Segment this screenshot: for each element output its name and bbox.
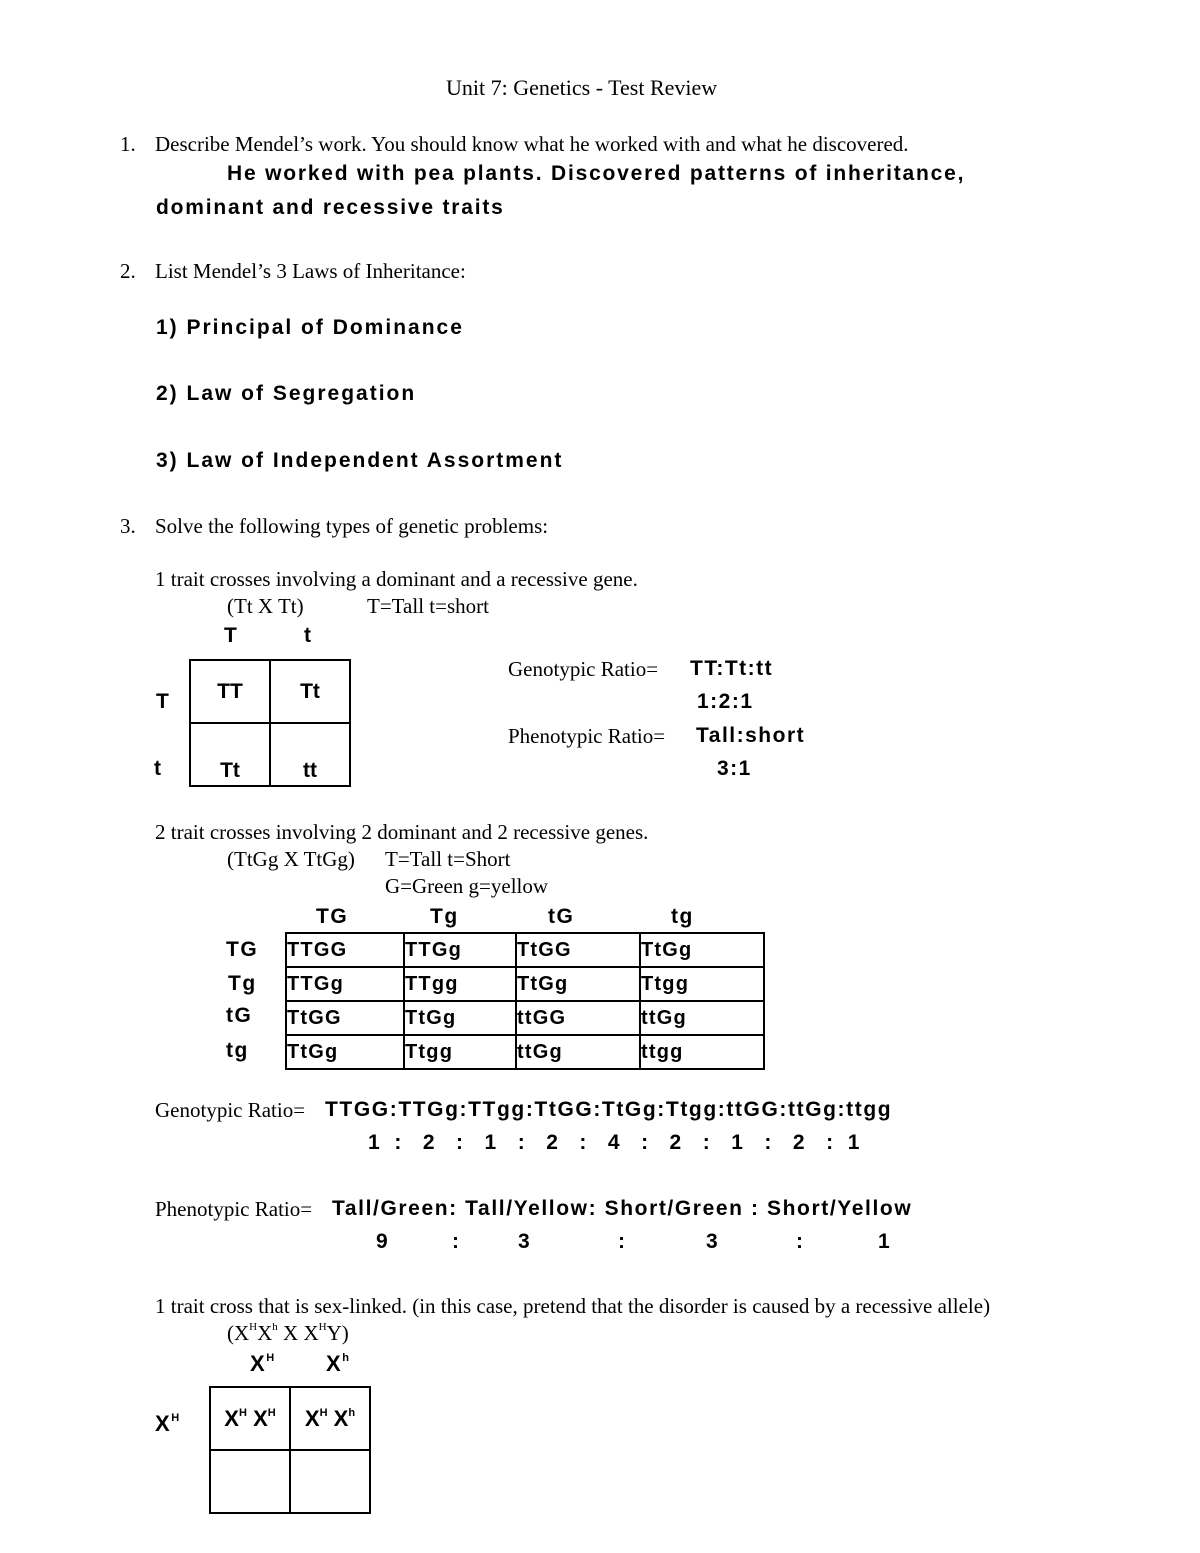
di-cell: Ttgg (404, 1035, 516, 1069)
mono-row-header: T (156, 690, 171, 713)
di-cell: Ttgg (640, 967, 764, 1001)
di-cell: TtGg (286, 1035, 404, 1069)
di-phenotypic-ratio-item: 3 (518, 1230, 532, 1253)
sexlinked-col-header: $X^H$ (250, 1351, 276, 1376)
di-phenotypic-ratio-item: 9 (376, 1230, 390, 1253)
sexlinked-row-header: $X^H$ (155, 1411, 181, 1436)
di-heading: 2 trait crosses involving 2 dominant and 2 recessive genes. (155, 820, 649, 844)
mono-key: T=Tall t=short (367, 594, 489, 618)
law-2: 2) Law of Segregation (156, 382, 417, 405)
di-key2: G=Green g=yellow (385, 874, 549, 898)
sexlinked-cell: $X^H$ $X^H$ (210, 1387, 290, 1450)
mono-heading: 1 trait crosses involving a dominant and a recessive gene. (155, 567, 638, 591)
di-cell: ttgg (640, 1035, 764, 1069)
di-cell: TTGg (404, 933, 516, 967)
di-cell: TTgg (404, 967, 516, 1001)
q3-question: Solve the following types of genetic problems: (155, 514, 549, 538)
page-title: Unit 7: Genetics - Test Review (446, 75, 718, 100)
di-cell: TtGg (640, 933, 764, 967)
di-phenotypic-ratio-item: 3 (706, 1230, 720, 1253)
sexlinked-punnett-square (209, 1386, 371, 1514)
di-cell: ttGg (640, 1001, 764, 1035)
di-punnett-square (285, 932, 765, 1070)
di-phenotypic-ratio-item: 1 (878, 1230, 892, 1253)
mono-genotypic-label: Genotypic Ratio= (508, 657, 659, 681)
mono-cell: Tt (190, 723, 270, 786)
mono-cross: (Tt X Tt) (227, 594, 304, 618)
mono-genotypic-ratio: 1:2:1 (697, 690, 754, 713)
sexlinked-col-header: $X^h$ (326, 1351, 351, 1376)
mono-genotypic-value: TT:Tt:tt (690, 657, 774, 680)
mono-punnett-square (189, 659, 351, 787)
di-cell: TtGg (516, 967, 640, 1001)
di-key1: T=Tall t=Short (385, 847, 511, 871)
sexlinked-cell: $X^H$ $X^h$ (290, 1387, 370, 1450)
q1-question: Describe Mendel’s work. You should know what he worked with and what he discovered. (155, 132, 909, 156)
mono-phenotypic-label: Phenotypic Ratio= (508, 724, 666, 748)
mono-col-header: t (304, 624, 313, 647)
q3-number: 3. (120, 514, 136, 538)
di-row-header: TG (226, 938, 259, 961)
mono-cell: tt (270, 723, 350, 786)
mono-phenotypic-value: Tall:short (696, 724, 806, 747)
mono-cell: TT (190, 660, 270, 723)
mono-row-header: t (154, 757, 163, 780)
di-phenotypic-ratio-item: : (452, 1230, 461, 1253)
di-cell: TTGg (286, 967, 404, 1001)
law-3: 3) Law of Independent Assortment (156, 449, 564, 472)
law-1: 1) Principal of Dominance (156, 316, 464, 339)
di-row-header: tG (226, 1004, 253, 1027)
di-cell: TTGG (286, 933, 404, 967)
di-cell: TtGG (286, 1001, 404, 1035)
di-col-header: Tg (430, 905, 459, 928)
sexlinked-heading: 1 trait cross that is sex-linked. (in this case, pretend that the disorder is caused by a recessive allele) (155, 1294, 991, 1318)
q1-number: 1. (120, 132, 136, 156)
mono-cell: Tt (270, 660, 350, 723)
di-phenotypic-ratio-item: : (796, 1230, 805, 1253)
di-cell: TtGG (516, 933, 640, 967)
sexlinked-cross: ($X^HX^h$ X $X^HY$) (227, 1321, 349, 1345)
di-genotypic-value: TTGG:TTGg:TTgg:TtGG:TtGg:Ttgg:ttGG:ttGg:ttgg (325, 1098, 893, 1121)
di-col-header: tG (548, 905, 575, 928)
di-phenotypic-value: Tall/Green: Tall/Yellow: Short/Green : Short/Yellow (332, 1197, 913, 1220)
di-phenotypic-ratio-item: : (618, 1230, 627, 1253)
di-cross: (TtGg X TtGg) (227, 847, 355, 871)
di-genotypic-ratio: 1 : 2 : 1 : 2 : 4 : 2 : 1 : 2 : 1 (368, 1131, 861, 1154)
mono-phenotypic-ratio: 3:1 (717, 757, 752, 780)
di-cell: ttGg (516, 1035, 640, 1069)
sexlinked-cell-empty (290, 1450, 370, 1513)
di-col-header: TG (316, 905, 349, 928)
di-cell: TtGg (404, 1001, 516, 1035)
di-row-header: tg (226, 1039, 249, 1062)
di-genotypic-label: Genotypic Ratio= (155, 1098, 306, 1122)
di-row-header: Tg (228, 972, 257, 995)
di-cell: ttGG (516, 1001, 640, 1035)
mono-col-header: T (224, 624, 239, 647)
di-col-header: tg (671, 905, 694, 928)
q1-answer-line1: He worked with pea plants. Discovered patterns of inheritance, (227, 162, 966, 185)
q2-number: 2. (120, 259, 136, 283)
q1-answer-line2: dominant and recessive traits (156, 196, 505, 219)
sexlinked-cell-empty (210, 1450, 290, 1513)
q2-question: List Mendel’s 3 Laws of Inheritance: (155, 259, 466, 283)
di-phenotypic-label: Phenotypic Ratio= (155, 1197, 313, 1221)
